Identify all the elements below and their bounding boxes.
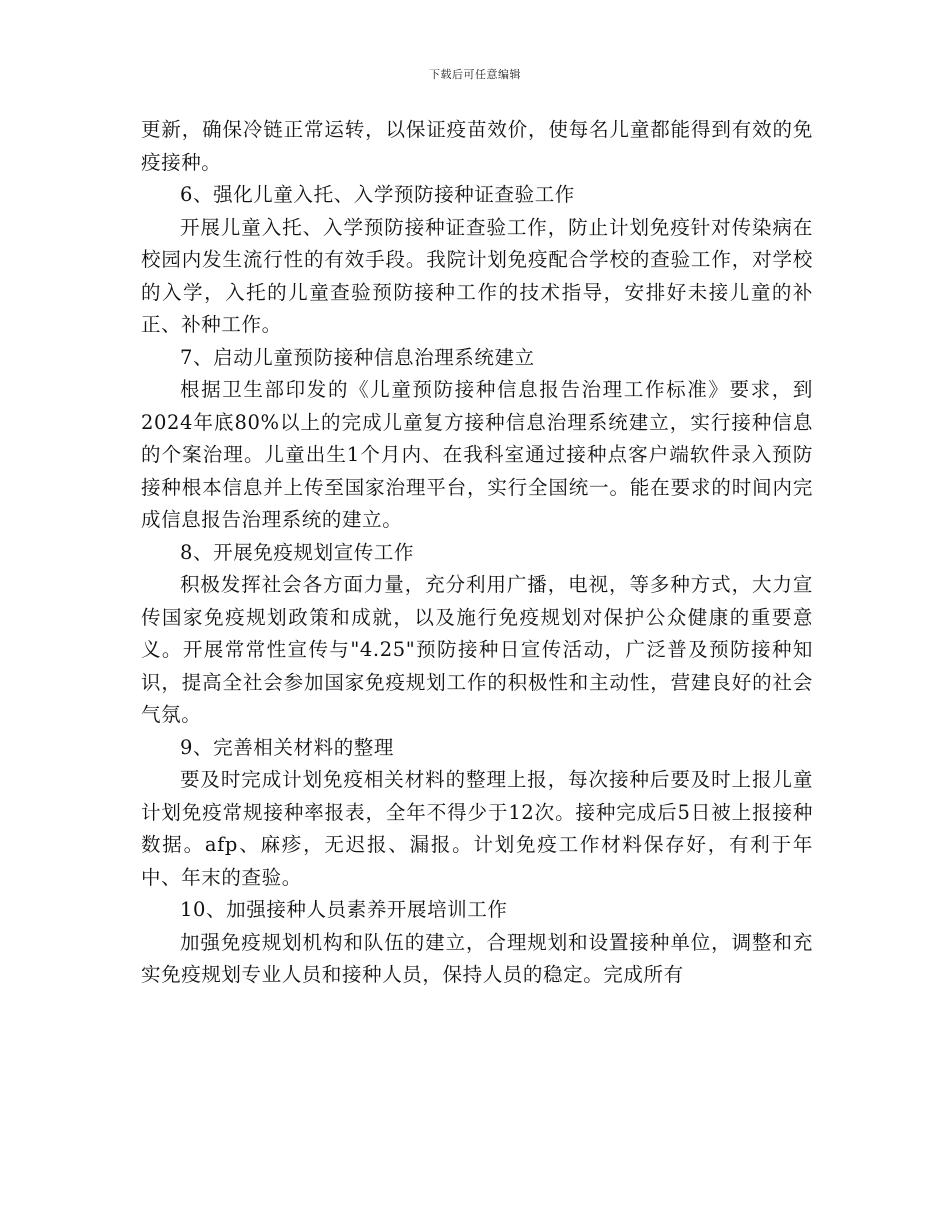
paragraph-section-6: 开展儿童入托、入学预防接种证查验工作，防止计划免疫针对传染病在校园内发生流行性的有效手段。我院计划免疫配合学校的查验工作，对学校的入学，入托的儿童查验预防接种工作的技术指导，安排好未接儿童的补正、补种工作。 (141, 215, 813, 336)
document-body (141, 114, 813, 992)
section-heading-6: 6、强化儿童入托、入学预防接种证查验工作 (180, 183, 575, 206)
section-heading-9: 9、完善相关材料的整理 (180, 735, 395, 759)
paragraph-section-7: 根据卫生部印发的《儿童预防接种信息报告治理工作标准》要求，到2024年底80%以上的完成儿童复方接种信息治理系统建立，实行接种信息的个案治理。儿童出生1个月内、在我科室通过接种点客户端软件录入预防接种根本信息并上传至国家治理平台，实行全国统一。能在要求的时间内完成信息报告治理系统的建立。 (141, 378, 813, 531)
page-header: 下载后可任意编辑 (429, 68, 521, 81)
section-heading-8: 8、开展免疫规划宣传工作 (180, 540, 415, 564)
paragraph-section-10: 加强免疫规划机构和队伍的建立，合理规划和设置接种单位，调整和充实免疫规划专业人员和接种人员，保持人员的稳定。完成所有 (141, 930, 813, 986)
paragraph-section-8: 积极发挥社会各方面力量，充分利用广播，电视，等多种方式，大力宣传国家免疫规划政策和成就，以及施行免疫规划对保护公众健康的重要意义。开展常常性宣传与"4.25"预防接种日宣传活动，广泛普及预防接种知识，提高全社会参加国家免疫规划工作的积极性和主动性，营建良好的社会气氛。 (141, 573, 813, 726)
section-heading-10: 10、加强接种人员素养开展培训工作 (180, 898, 508, 921)
paragraph-section-9: 要及时完成计划免疫相关材料的整理上报，每次接种后要及时上报儿童计划免疫常规接种率报表，全年不得少于12次。接种完成后5日被上报接种数据。afp、麻疹，无迟报、漏报。计划免疫工作材料保存好，有利于年中、年末的查验。 (141, 768, 813, 889)
section-heading-7: 7、启动儿童预防接种信息治理系统建立 (180, 345, 535, 369)
paragraph-continuation: 更新，确保冷链正常运转，以保证疫苗效价，使每名儿童都能得到有效的免疫接种。 (141, 118, 813, 174)
